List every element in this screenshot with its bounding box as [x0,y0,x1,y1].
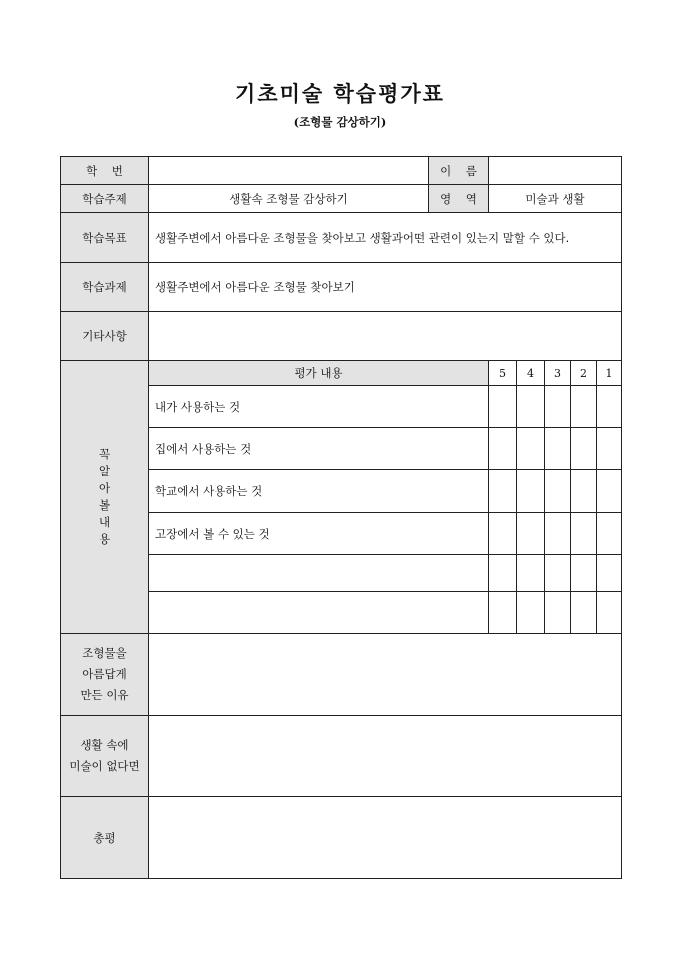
score-cell[interactable] [489,428,517,470]
score-cell[interactable] [545,592,571,634]
score-cell[interactable] [489,513,517,555]
area-value: 미술과 생활 [489,185,622,213]
score-header-1: 1 [597,361,622,386]
score-cell[interactable] [489,592,517,634]
eval-item-blank[interactable] [149,555,489,592]
task-value: 생활주변에서 아름다운 조형물 찾아보기 [149,263,622,312]
score-cell[interactable] [597,428,622,470]
goal-value: 생활주변에서 아름다운 조형물을 찾아보고 생활과어떤 관련이 있는지 말할 수 있다. [149,213,622,263]
reason-label-line: 아름답게 [82,667,127,681]
evaluation-form [60,156,622,879]
score-cell[interactable] [571,428,597,470]
page-title: 기초미술 학습평가표 [235,81,445,106]
score-cell[interactable] [545,386,571,428]
student-no-field[interactable] [149,157,429,185]
score-cell[interactable] [517,592,545,634]
eval-item: 학교에서 사용하는 것 [149,470,489,513]
score-cell[interactable] [517,428,545,470]
score-cell[interactable] [545,555,571,592]
score-cell[interactable] [517,555,545,592]
student-no-label: 학 번 [61,157,149,185]
topic-value: 생활속 조형물 감상하기 [149,185,429,213]
vertical-label-char: 용 [98,532,111,546]
score-cell[interactable] [597,555,622,592]
score-cell[interactable] [571,592,597,634]
score-cell[interactable] [517,386,545,428]
reason-label-line: 조형물을 [82,646,127,660]
vertical-label-char: 꼭 [98,447,111,461]
score-cell[interactable] [489,555,517,592]
reason-label [61,634,149,716]
score-cell[interactable] [489,386,517,428]
score-header-3: 3 [545,361,571,386]
vertical-label-char: 아 [98,481,111,495]
goal-label: 학습목표 [61,213,149,263]
eval-item: 고장에서 볼 수 있는 것 [149,513,489,555]
name-field[interactable] [489,157,622,185]
score-header-4: 4 [517,361,545,386]
page-subtitle: (조형물 감상하기) [293,115,387,129]
content-header: 평가 내용 [149,361,489,386]
vertical-label-char: 볼 [98,498,111,512]
score-cell[interactable] [545,428,571,470]
summary-label: 총평 [61,797,149,879]
score-cell[interactable] [597,470,622,513]
eval-item: 집에서 사용하는 것 [149,428,489,470]
score-cell[interactable] [571,555,597,592]
score-cell[interactable] [597,386,622,428]
no-art-label-line: 미술이 없다면 [69,759,140,773]
reason-label-line: 만든 이유 [80,688,129,702]
score-cell[interactable] [571,386,597,428]
etc-field[interactable] [149,312,622,361]
area-label: 영 역 [429,185,489,213]
score-cell[interactable] [545,470,571,513]
score-cell[interactable] [489,470,517,513]
eval-item-blank[interactable] [149,592,489,634]
score-cell[interactable] [597,592,622,634]
score-header-2: 2 [571,361,597,386]
no-art-field[interactable] [149,716,622,797]
task-label: 학습과제 [61,263,149,312]
eval-item: 내가 사용하는 것 [149,386,489,428]
name-label: 이 름 [429,157,489,185]
topic-label: 학습주제 [61,185,149,213]
vertical-label-char: 내 [98,515,111,529]
score-cell[interactable] [571,513,597,555]
must-know-section-label [61,361,149,634]
score-cell[interactable] [597,513,622,555]
no-art-label-line: 생활 속에 [80,738,129,752]
summary-field[interactable] [149,797,622,879]
score-cell[interactable] [517,470,545,513]
score-cell[interactable] [545,513,571,555]
score-cell[interactable] [517,513,545,555]
no-art-label [61,716,149,797]
score-cell[interactable] [571,470,597,513]
vertical-label-char: 알 [98,464,111,478]
score-header-5: 5 [489,361,517,386]
reason-field[interactable] [149,634,622,716]
etc-label: 기타사항 [61,312,149,361]
